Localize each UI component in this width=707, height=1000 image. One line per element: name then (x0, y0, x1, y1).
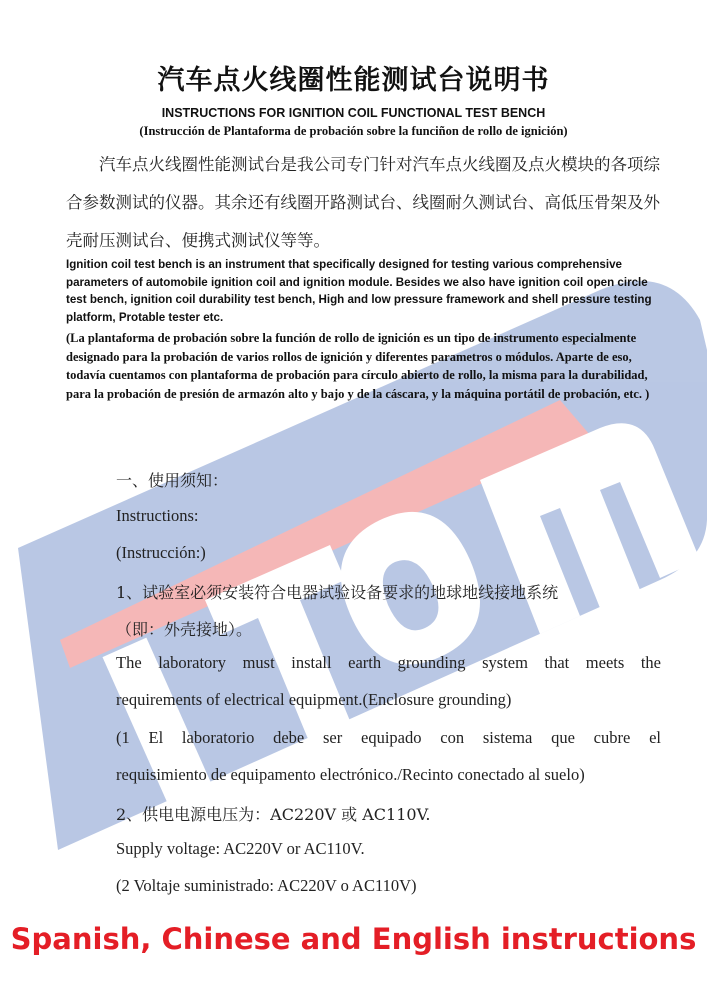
item1-english-line1: The laboratory must install earth grounding system that meets the (116, 653, 661, 672)
item2-spanish: (2 Voltaje suministrado: AC220V o AC110V) (116, 876, 417, 895)
section-heading-chinese: 一、使用须知： (116, 471, 229, 490)
item2-english: Supply voltage: AC220V or AC110V. (116, 839, 365, 858)
item1-english-line2: requirements of electrical equipment.(Enclosure grounding) (116, 690, 512, 709)
item2-chinese: 2、供电电源电压为：AC220V 或 AC110V. (116, 805, 431, 824)
section-heading-spanish: (Instrucción:) (116, 543, 206, 562)
title-english: INSTRUCTIONS FOR IGNITION COIL FUNCTIONAL TEST BENCH (161, 106, 546, 120)
item1-chinese-line1: 1、试验室必须安装符合电器试验设备要求的地球地线接地系统 (116, 583, 559, 602)
item1-spanish-line2: requisimiento de equipamento electrónico./Recinto conectado al suelo) (116, 765, 585, 784)
footer-banner: Spanish, Chinese and English instructions (10, 922, 697, 956)
intro-paragraph-chinese: 汽车点火线圈性能测试台是我公司专门针对汽车点火线圈及点火模块的各项综合参数测试的仪器。其余还有线圈开路测试台、线圈耐久测试台、高低压骨架及外壳耐压测试台、便携式测试仪等等。 (66, 155, 660, 250)
intro-paragraph-english: Ignition coil test bench is an instrument that specifically designed for testing various comprehensive parameters of automobile ignition coil and ignition module. Besides we also have ignition coil open circle test bench, ignition coil durability test bench, High and low pressure framework and shell pressure testing platform, Protable tester etc. (66, 258, 652, 324)
title-spanish: (Instrucción de Plantaforma de probación sobre la funciñon de rollo de ignición) (139, 124, 568, 138)
title-chinese: 汽车点火线圈性能测试台说明书 (157, 65, 550, 96)
item1-spanish-line1: (1 El laboratorio debe ser equipado con sistema que cubre el (116, 728, 661, 747)
item1-chinese-line2: （即：外壳接地）。 (116, 620, 253, 639)
section-heading-english: Instructions: (116, 506, 199, 525)
intro-paragraph-spanish: (La plantaforma de probación sobre la función de rollo de ignición es un tipo de instrumento especialmente designado para la probación de varios rollos de ignición y diferentes parametros o módulos. Aparte de eso, todavía cuentamos con plantaforma de probación para círculo abierto de rollo, la misma para la durabilidad, para la probación de presión de armazón alto y bajo y de la cáscara, y la máquina portátil de probación, etc. ) (66, 331, 650, 401)
